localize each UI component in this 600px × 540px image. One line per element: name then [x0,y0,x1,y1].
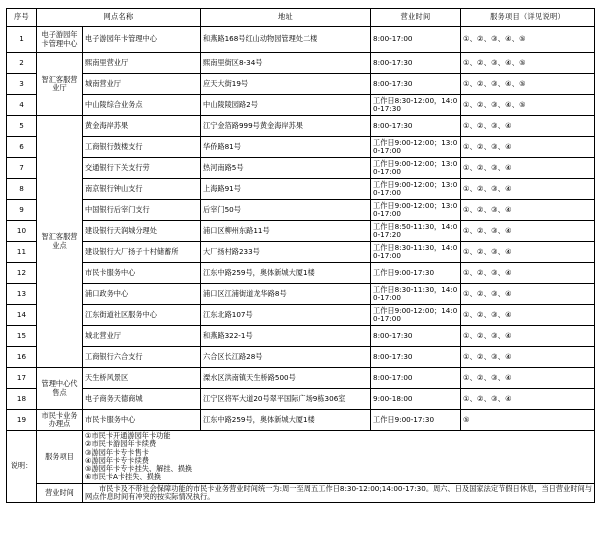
branch-address: 溧水区洪南镇天生桥路500号 [201,368,371,389]
group-label-service-hall: 智汇客服营业厅 [37,53,83,116]
branch-directory-table [6,8,595,503]
branch-services: ①、②、③、④ [461,221,595,242]
branch-services: ①、②、③、④ [461,368,595,389]
notes-label: 说明： [7,431,37,503]
table-row [7,158,595,179]
notes-service-row [7,431,595,484]
row-index: 15 [7,326,37,347]
table-row [7,74,595,95]
branch-hours: 工作日9:00-17:30 [371,263,461,284]
column-header-hours: 营业时间 [371,9,461,27]
column-header-services: 服务项目（详见说明） [461,9,595,27]
branch-address: 中山陵陵园路2号 [201,95,371,116]
branch-address: 江宁金箔路999号黄金海岸苏果 [201,116,371,137]
group-label-agent-point: 管理中心代售点 [37,368,83,410]
table-row [7,200,595,221]
row-index: 17 [7,368,37,389]
row-index: 5 [7,116,37,137]
branch-address: 浦口区江浦街道龙华路8号 [201,284,371,305]
branch-address: 大厂扬村路233号 [201,242,371,263]
branch-services: ①、②、③、④ [461,137,595,158]
branch-name: 熙南里营业厅 [83,53,201,74]
branch-hours: 工作日9:00-17:30 [371,410,461,431]
table-row [7,305,595,326]
branch-address: 热河南路5号 [201,158,371,179]
branch-hours: 8:00-17:30 [371,347,461,368]
row-index: 10 [7,221,37,242]
table-row [7,263,595,284]
service-item: ②市民卡游园年卡续费 [85,439,157,449]
service-item: ⑤游园年卡专卡挂失、解挂、损换 [85,464,193,474]
branch-hours: 工作日8:50-11:30，14:00-17:20 [371,221,461,242]
branch-hours: 工作日9:00-12:00；13:00-17:00 [371,179,461,200]
branch-hours: 工作日9:00-12:00；13:00-17:00 [371,200,461,221]
row-index: 6 [7,137,37,158]
notes-service-key: 服务项目 [37,431,83,484]
branch-hours: 工作日8:30-12:00，14:00-17:30 [371,95,461,116]
row-index: 11 [7,242,37,263]
branch-hours: 8:00-17:30 [371,74,461,95]
branch-name: 建设银行大厂扬子十村储蓄所 [83,242,201,263]
branch-name: 中山陵综合业务点 [83,95,201,116]
row-index: 7 [7,158,37,179]
branch-services: ①、②、③、④ [461,116,595,137]
branch-hours: 8:00-17:30 [371,116,461,137]
service-item: ④游园年卡专卡续费 [85,455,149,465]
branch-hours: 工作日8:30-11:30，14:00-17:00 [371,242,461,263]
table-row [7,116,595,137]
branch-hours: 9:00-18:00 [371,389,461,410]
branch-name: 市民卡服务中心 [83,263,201,284]
row-index: 12 [7,263,37,284]
row-index: 3 [7,74,37,95]
branch-services: ①、②、③、④ [461,263,595,284]
branch-name: 江东街道社区服务中心 [83,305,201,326]
branch-services: ①、②、③、④ [461,158,595,179]
branch-name: 黄金海岸苏果 [83,116,201,137]
table-header [7,9,595,27]
branch-name: 城北营业厅 [83,326,201,347]
branch-address: 和燕路168号红山动物园管理处二楼 [201,27,371,53]
table-row [7,326,595,347]
branch-services: ⑤ [461,410,595,431]
notes-hours-text: 市民卡及不带社会保障功能的市民卡业务营业时间统一为:周一至周五工作日8:30-12:00;14:00-17:30。周六、日及国家法定节假日休息，当日营业时间与网点作息时间有冲突的按实际情况执行。 [83,483,595,503]
branch-hours: 8:00-17:00 [371,27,461,53]
branch-address: 江东北路107号 [201,305,371,326]
branch-hours: 8:00-17:30 [371,53,461,74]
table-row [7,53,595,74]
branch-name: 浦口政务中心 [83,284,201,305]
branch-address: 华侨路81号 [201,137,371,158]
branch-services: ①、②、③、④ [461,200,595,221]
group-label-management-center: 电子游园年卡管理中心 [37,27,83,53]
table-row [7,410,595,431]
branch-services: ①、②、③、④ [461,305,595,326]
column-header-name: 网点名称 [37,9,201,27]
branch-name: 南京银行钟山支行 [83,179,201,200]
row-index: 1 [7,27,37,53]
branch-address: 上海路91号 [201,179,371,200]
branch-address: 应天大街19号 [201,74,371,95]
row-index: 16 [7,347,37,368]
table-row [7,137,595,158]
header-row [7,9,595,27]
row-index: 13 [7,284,37,305]
branch-services: ①、②、③、④ [461,179,595,200]
group-label-service-point: 智汇客服营业点 [37,116,83,368]
branch-name: 天生桥风景区 [83,368,201,389]
table-body [7,27,595,503]
branch-name: 电子游园年卡管理中心 [83,27,201,53]
table-row [7,242,595,263]
branch-name: 电子商务天德商城 [83,389,201,410]
branch-hours: 工作日9:00-12:00；14:00-17:00 [371,305,461,326]
branch-address: 江宁区将军大道20号翠平国际广场9栋306室 [201,389,371,410]
service-item: ③游园年卡专卡售卡 [85,447,149,457]
table-row [7,347,595,368]
branch-address: 江东中路259号，奥体新城大厦1楼 [201,410,371,431]
branch-name: 城南营业厅 [83,74,201,95]
branch-address: 和燕路322-1号 [201,326,371,347]
branch-address: 熙南里街区8-34号 [201,53,371,74]
branch-services: ①、②、③、④ [461,326,595,347]
branch-address: 后宰门50号 [201,200,371,221]
row-index: 19 [7,410,37,431]
row-index: 18 [7,389,37,410]
branch-services: ①、②、③、④ [461,347,595,368]
branch-services: ①、②、③、④ [461,389,595,410]
branch-address: 江东中路259号，奥体新城大厦1楼 [201,263,371,284]
table-row [7,179,595,200]
notes-service-list [83,431,595,484]
branch-hours: 工作日8:30-11:30，14:00-17:00 [371,284,461,305]
branch-name: 市民卡服务中心 [83,410,201,431]
branch-services: ①、②、③、④、⑤ [461,27,595,53]
notes-hours-key: 营业时间 [37,483,83,503]
branch-name: 工商银行鼓楼支行 [83,137,201,158]
branch-name: 交通银行下关支行劳 [83,158,201,179]
branch-name: 工商银行六合支行 [83,347,201,368]
table-row [7,284,595,305]
row-index: 4 [7,95,37,116]
row-index: 2 [7,53,37,74]
branch-services: ①、②、③、④、⑤ [461,53,595,74]
row-index: 9 [7,200,37,221]
column-header-index: 序号 [7,9,37,27]
table-row [7,27,595,53]
table-row [7,368,595,389]
table-row [7,221,595,242]
branch-hours: 8:00-17:30 [371,326,461,347]
branch-hours: 8:00-17:00 [371,368,461,389]
table-row [7,95,595,116]
branch-name: 建设银行天润城分理处 [83,221,201,242]
branch-hours: 工作日9:00-12:00；13:00-17:00 [371,158,461,179]
table-row [7,389,595,410]
service-item: ①市民卡开通游园年卡功能 [85,431,171,440]
branch-services: ①、②、③、④、⑤ [461,74,595,95]
service-item: ⑥市民卡A卡挂失、损换 [85,472,162,482]
branch-name: 中国银行后宰门支行 [83,200,201,221]
branch-services: ①、②、③、④、⑤ [461,95,595,116]
branch-services: ①、②、③、④ [461,284,595,305]
notes-hours-row [7,483,595,503]
group-label-citizen-card-point: 市民卡业务办理点 [37,410,83,431]
branch-address: 浦口区柳州东路11号 [201,221,371,242]
row-index: 8 [7,179,37,200]
column-header-address: 地址 [201,9,371,27]
row-index: 14 [7,305,37,326]
branch-services: ①、②、③、④ [461,242,595,263]
branch-hours: 工作日9:00-12:00；13:00-17:00 [371,137,461,158]
branch-address: 六合区长江路28号 [201,347,371,368]
